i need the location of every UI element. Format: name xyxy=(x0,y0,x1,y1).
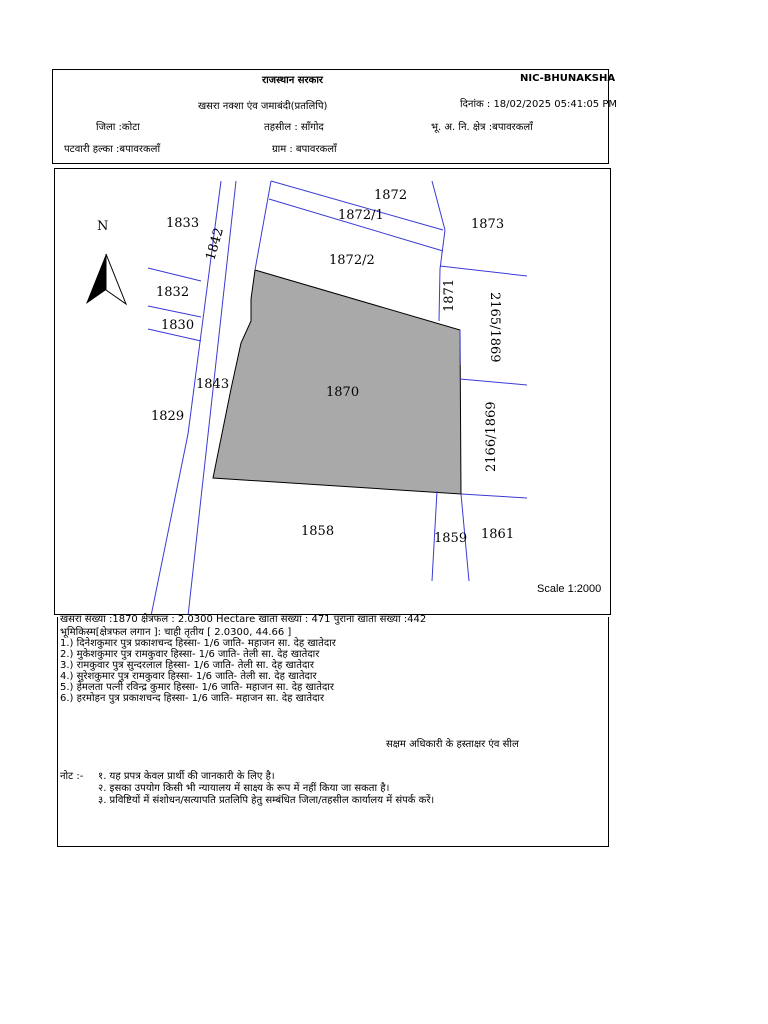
patwari-halka-field: पटवारी हल्का :बपावरकलाँ xyxy=(64,144,161,155)
owner-line: 6.) हरमोहन पुत्र प्रकाशचन्द हिस्सा- 1/6 जाति- महाजन सा. देह खातेदार xyxy=(60,693,325,704)
district-field: जिला :कोटा xyxy=(96,122,140,133)
government-title: राजस्थान सरकार xyxy=(262,75,324,86)
signature-label: सक्षम अधिकारी के हस्ताक्षर एंव सील xyxy=(386,739,519,750)
brand-label: NIC-BHUNAKSHA xyxy=(520,73,616,84)
owner-line: 2.) मुकेशकुमार पुत्र रामकुवार हिस्सा- 1/6 जाति- तेली सा. देह खातेदार xyxy=(60,649,320,660)
boundary-line xyxy=(460,379,527,385)
parcel-label-2166-1869: 2166/1869 xyxy=(484,401,499,472)
parcel-label-1843: 1843 xyxy=(196,377,230,392)
boundary-line xyxy=(439,269,440,321)
north-label: N xyxy=(97,219,109,234)
boundary-line xyxy=(432,181,445,230)
boundary-line xyxy=(255,181,271,270)
parcel-label-2165-1869: 2165/1869 xyxy=(487,292,502,363)
parcel-label-1833: 1833 xyxy=(166,216,200,231)
parcel-label-1859: 1859 xyxy=(434,531,468,546)
parcel-label-1872: 1872 xyxy=(374,188,408,203)
boundary-line xyxy=(148,268,201,281)
khasra-info: खसरा संख्या :1870 क्षेत्रफल : 2.0300 Hectare खाता संख्या : 471 पुराना खाता संख्या :442 xyxy=(60,614,427,625)
boundary-line xyxy=(151,434,188,615)
owner-line: 4.) सुरेशकुमार पुत्र रामकुवार हिस्सा- 1/6 जाति- तेली सा. देह खातेदार xyxy=(60,671,317,682)
note-item: ३. प्रविष्टियों में संशोधन/सत्यापति प्रतलिपि हेतु सम्बंधित जिला/तहसील कार्यालय में संपर्क करें। xyxy=(98,795,435,806)
owner-line: 1.) दिनेशकुमार पुत्र प्रकाशचन्द हिस्सा- 1/6 जाति- महाजन सा. देह खातेदार xyxy=(60,638,336,649)
highlighted-parcel-1870 xyxy=(213,270,461,494)
north-arrow-icon xyxy=(86,254,126,304)
boundary-line xyxy=(269,199,443,251)
boundary-line xyxy=(148,306,201,317)
land-type-info: भूमिकिस्म[क्षेत्रफल लगान ]: चाही तृतीय [ 2.0300, 44.66 ] xyxy=(60,627,292,638)
parcel-label-1873: 1873 xyxy=(471,217,505,232)
cadastral-map xyxy=(54,168,611,615)
map-scale: Scale 1:2000 xyxy=(537,583,602,595)
parcel-label-1830: 1830 xyxy=(161,318,195,333)
tehsil-field: तहसील : साँगोद xyxy=(264,122,324,133)
details-box xyxy=(57,614,609,847)
boundary-line xyxy=(440,266,527,276)
parcel-label-1861: 1861 xyxy=(481,527,515,542)
parcel-label-1872-2: 1872/2 xyxy=(329,253,375,268)
village-field: ग्राम : बपावरकलाँ xyxy=(272,144,337,155)
note-item: २. इसका उपयोग किसी भी न्यायालय में साक्ष्य के रूप में नहीं किया जा सकता है। xyxy=(98,783,390,794)
boundary-line xyxy=(440,230,445,269)
owner-line: 3.) रामकुवार पुत्र सुन्दरलाल हिस्सा- 1/6 जाति- तेली सा. देह खातेदार xyxy=(60,660,314,671)
parcel-label-1870: 1870 xyxy=(326,385,360,400)
land-records-area-field: भू. अ. नि. क्षेत्र :बपावरकलाँ xyxy=(431,122,533,133)
parcel-label-1871: 1871 xyxy=(442,278,457,312)
boundary-line xyxy=(461,494,527,498)
note-item: १. यह प्रपत्र केवल प्रार्थी की जानकारी के लिए है। xyxy=(98,771,275,782)
document-date: दिनांक : 18/02/2025 05:41:05 PM xyxy=(460,99,618,110)
note-label: नोट :- xyxy=(60,771,84,782)
parcel-label-1842: 1842 xyxy=(203,226,227,263)
document-title: खसरा नक्शा एंव जमाबंदी(प्रतलिपि) xyxy=(198,101,328,112)
parcel-label-1858: 1858 xyxy=(301,524,335,539)
owner-line: 5.) हेमलता पत्नी रविन्द्र कुमार हिस्सा- 1/6 जाति- महाजन सा. देह खातेदार xyxy=(60,682,334,693)
parcel-label-1832: 1832 xyxy=(156,285,190,300)
parcel-label-1829: 1829 xyxy=(151,409,185,424)
map-svg xyxy=(55,169,611,615)
parcel-label-1872-1: 1872/1 xyxy=(338,208,384,223)
